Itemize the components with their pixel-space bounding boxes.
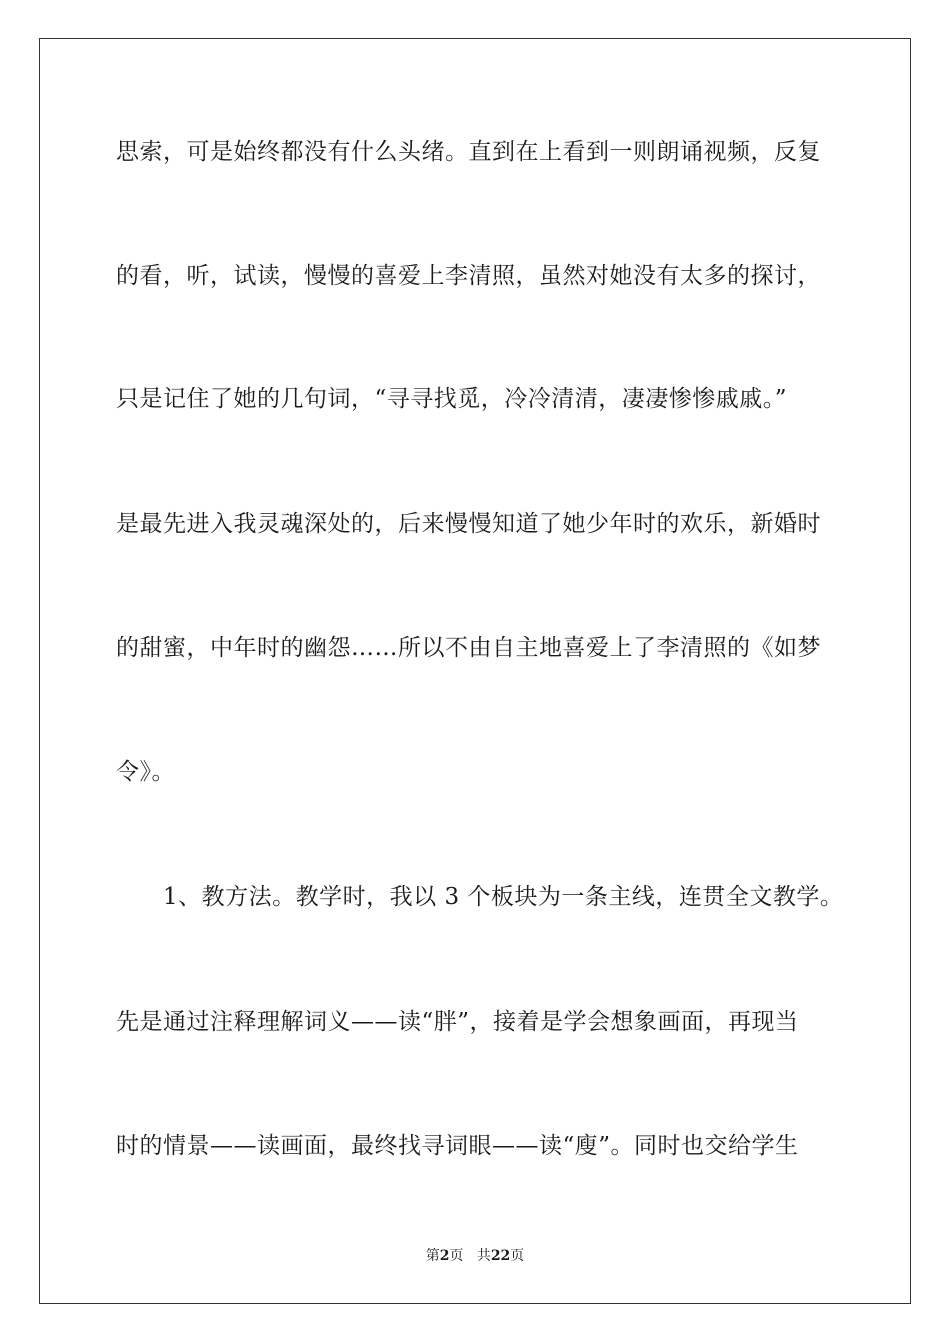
footer-page-number: 2 xyxy=(439,1248,450,1264)
page-footer xyxy=(0,1246,950,1266)
page-border xyxy=(39,38,911,1304)
body-line-7: 1、教方法。教学时，我以 3 个板块为一条主线，连贯全文教学。 xyxy=(163,884,844,910)
footer-total-suffix: 页 xyxy=(510,1248,525,1264)
footer-total-prefix: 共 xyxy=(476,1248,491,1264)
body-line-4: 是最先进入我灵魂深处的，后来慢慢知道了她少年时的欢乐，新婚时 xyxy=(116,511,821,537)
body-line-9: 时的情景——读画面，最终找寻词眼——读“廋”。同时也交给学生 xyxy=(116,1133,799,1159)
body-line-5: 的甜蜜，中年时的幽怨……所以不由自主地喜爱上了李清照的《如梦 xyxy=(116,635,821,661)
body-line-2: 的看，听，试读，慢慢的喜爱上李清照，虽然对她没有太多的探讨， xyxy=(116,263,821,289)
body-line-3: 只是记住了她的几句词，“寻寻找觅，冷冷清清，凄凄惨惨戚戚。” xyxy=(116,386,788,412)
body-line-6: 令》。 xyxy=(116,759,175,785)
body-line-8: 先是通过注释理解词义——读“胖”，接着是学会想象画面，再现当 xyxy=(116,1009,799,1035)
footer-page-prefix: 第 xyxy=(425,1248,440,1264)
body-line-1: 思索，可是始终都没有什么头绪。直到在上看到一则朗诵视频，反复 xyxy=(116,139,821,165)
footer-page-suffix: 页 xyxy=(449,1248,464,1264)
footer-total-number: 22 xyxy=(490,1248,511,1264)
